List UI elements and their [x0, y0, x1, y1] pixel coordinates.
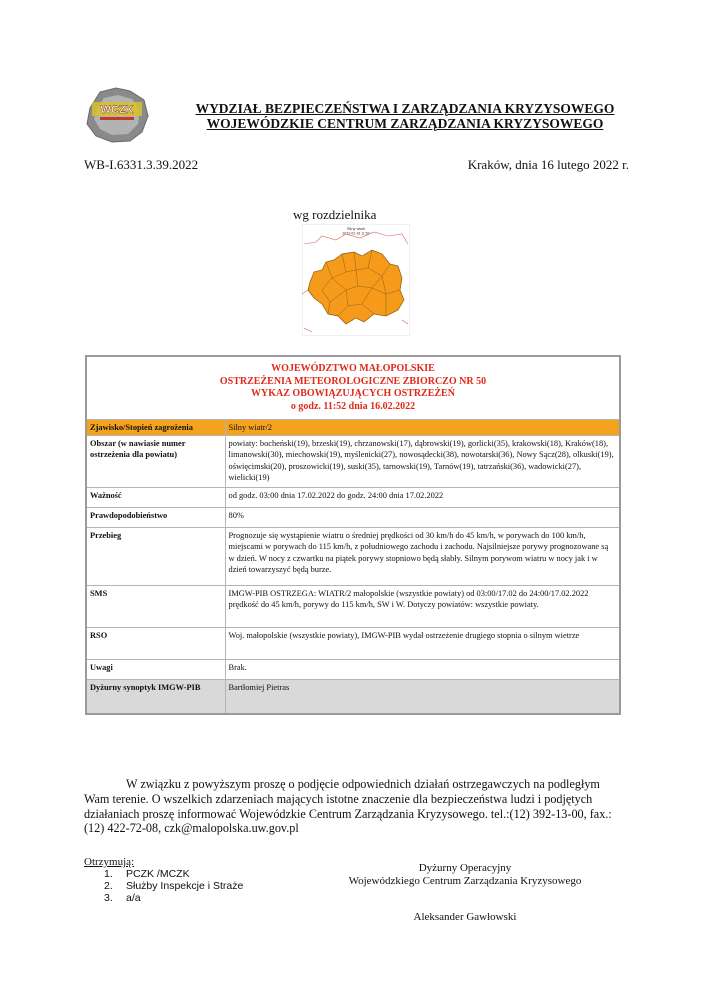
table-row-area	[86, 436, 620, 488]
table-header	[86, 356, 620, 420]
recipients-block	[84, 856, 243, 904]
table-row-rso	[86, 628, 620, 660]
row-value: Bartłomiej Pietras	[225, 680, 620, 714]
row-value: IMGW-PIB OSTRZEGA: WIATR/2 małopolskie (wszystkie powiaty) od 03:00/17.02 do 24:00/17.02.2022 prędkość do 45 km/h, porywy do 115 km/h, SW i W. Dotyczy powiatów: wszystkie powiaty.	[225, 586, 620, 628]
table-row-validity	[86, 488, 620, 508]
table-row-probability	[86, 508, 620, 528]
row-value: powiaty: bocheński(19), brzeski(19), chrzanowski(17), dąbrowski(19), gorlicki(35), krakowski(18), Kraków(18), limanowski(30), miechowski(19), myślenicki(27), nowosądecki(38), nowotarski(36), Nowy Sącz(28), olkuski(19), oświęcimski(20), proszowicki(19), suski(35), tarnowski(19), Tarnów(19), tatrzański(36), wadowicki(27), wielicki(19)	[225, 436, 620, 488]
warning-map	[302, 224, 410, 336]
list-item: 1. PCZK /MCZK	[104, 868, 190, 880]
row-value: Brak.	[225, 660, 620, 680]
map-title: Silny wiatr	[346, 226, 366, 231]
logo-text: WCZK	[100, 104, 134, 116]
list-item: 3. a/a	[104, 892, 141, 904]
table-row-sms	[86, 586, 620, 628]
row-label: SMS	[86, 586, 225, 628]
row-value: od godz. 03:00 dnia 17.02.2022 do godz. 24:00 dnia 17.02.2022	[225, 488, 620, 508]
table-title-line-1: WOJEWÓDZTWO MAŁOPOLSKIE	[271, 363, 435, 374]
signature-role: Dyżurny Operacyjny	[418, 862, 512, 874]
map-subtitle: 2022-02-16 11:52	[342, 231, 370, 236]
signature-name: Aleksander Gawłowski	[413, 911, 517, 923]
header-line-1: WYDZIAŁ BEZPIECZEŃSTWA I ZARZĄDZANIA KRYZYSOWEGO	[195, 101, 615, 116]
row-label: Prawdopodobieństwo	[86, 508, 225, 528]
table-title-line-2: OSTRZEŻENIA METEOROLOGICZNE ZBIORCZO NR 50	[219, 375, 487, 387]
row-value: 80%	[225, 508, 620, 528]
instruction-paragraph	[84, 777, 626, 836]
table-row-notes	[86, 660, 620, 680]
header-line-2: WOJEWÓDZKIE CENTRUM ZARZĄDZANIA KRYZYSOWEGO	[206, 116, 604, 131]
signature-office: Wojewódzkiego Centrum Zarządzania Kryzysowego	[348, 875, 582, 887]
row-label: Przebieg	[86, 528, 225, 586]
row-label: Zjawisko/Stopień zagrożenia	[86, 420, 225, 436]
list-item: 2. Służby Inspekcje i Straże	[104, 880, 244, 892]
row-value: Woj. małopolskie (wszystkie powiaty), IMGW-PIB wydał ostrzeżenie drugiego stopnia o silnym wietrze	[225, 628, 620, 660]
row-value: Silny wiatr/2	[225, 420, 620, 436]
row-label: Dyżurny synoptyk IMGW-PIB	[86, 680, 225, 714]
row-label: Ważność	[86, 488, 225, 508]
table-row-synoptic	[86, 680, 620, 714]
wczk-logo	[82, 86, 152, 144]
table-title-line-3: WYKAZ OBOWIĄZUJĄCYCH OSTRZEŻEŃ	[251, 388, 455, 399]
row-label: Uwagi	[86, 660, 225, 680]
instruction-text: W związku z powyższym proszę o podjęcie odpowiednich działań ostrzegawczych na podległym Wam terenie. O wszelkich zdarzeniach mających istotne znaczenie dla bezpieczeństwa ludzi i podjętych działaniach proszę informować Wojewódzkie Centrum Zarządzania Kryzysowego. tel.:(12) 392-13-00, fax.:(12) 422-72-08, czk@malopolska.uw.gov.pl	[84, 777, 612, 836]
row-label: RSO	[86, 628, 225, 660]
warning-table	[85, 355, 621, 715]
recipients-list	[92, 868, 243, 904]
row-label: Obszar (w nawiasie numer ostrzeżenia dla powiatu)	[86, 436, 225, 488]
recipients-title: Otrzymują:	[84, 856, 135, 868]
reference-number: WB-I.6331.3.39.2022	[84, 157, 199, 172]
table-row-phenomenon	[86, 420, 620, 436]
document-date: Kraków, dnia 16 lutego 2022 r.	[467, 157, 629, 172]
row-value: Prognozuje się wystąpienie wiatru o średniej prędkości od 30 km/h do 45 km/h, w porywach do 100 km/h, miejscami w porywach do 115 km/h, z południowego zachodu i zachodu. Najsilniejsze porywy prognozowane są w dzień. W nocy z czwartku na piątek porywy stopniowo będą słabły. Silnym porywom wiatru w nocy jak i w dzień towarzyszyć będą burze.	[225, 528, 620, 586]
table-row-course	[86, 528, 620, 586]
distribution-note: wg rozdzielnika	[293, 207, 377, 222]
signature-block	[340, 862, 590, 924]
table-title-line-4: o godz. 11:52 dnia 16.02.2022	[290, 400, 416, 412]
header-title	[170, 101, 640, 131]
